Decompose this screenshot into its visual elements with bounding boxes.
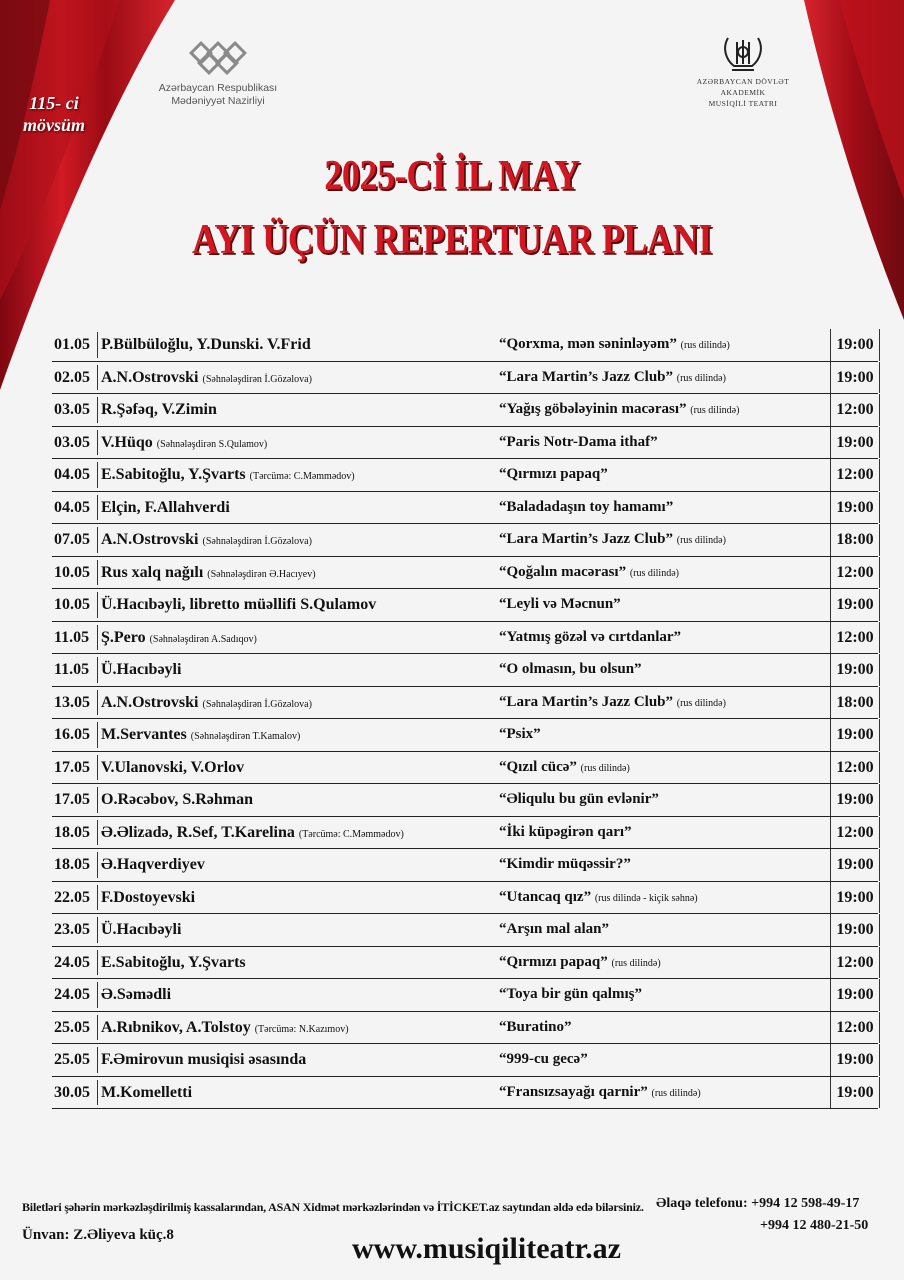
row-date: 10.05 xyxy=(54,589,96,621)
author-name: E.Sabitoğlu, Y.Şvarts xyxy=(101,953,246,971)
row-author xyxy=(101,752,491,784)
show-title: “Lara Martin’s Jazz Club” xyxy=(499,368,674,385)
row-author xyxy=(101,557,491,589)
row-title xyxy=(499,882,829,914)
author-note: (Səhnələşdirən A.Sadıqov) xyxy=(149,633,257,645)
author-name: M.Servantes xyxy=(101,726,187,743)
table-row xyxy=(52,394,878,427)
row-title xyxy=(499,1012,829,1044)
row-title xyxy=(499,589,829,621)
author-note: (Səhnələşdirən İ.Gözəlova) xyxy=(202,536,312,547)
table-row xyxy=(52,947,878,980)
row-author xyxy=(101,524,491,556)
author-name: Ş.Pero xyxy=(101,628,146,646)
ticket-info: Biletləri şəhərin mərkəzləşdirilmiş kassalarından, ASAN Xidmət mərkəzlərindən və İTİCKET.az saytından əldə edə bilərsiniz. xyxy=(22,1200,644,1214)
show-title: “Fransızsayağı qarnir” xyxy=(499,1083,648,1100)
page-title-line2: AYI ÜÇÜN REPERTUAR PLANI xyxy=(192,217,712,263)
table-row xyxy=(52,752,878,785)
phone-number-1: +994 12 598-49-17 xyxy=(751,1196,860,1211)
show-title: “Qırmızı papaq” xyxy=(499,953,608,970)
row-time: 19:00 xyxy=(830,362,880,394)
table-row xyxy=(52,589,878,622)
author-name: F.Əmirovun musiqisi əsasında xyxy=(101,1051,307,1068)
author-name: Ə.Əlizadə, R.Sef, T.Karelina xyxy=(101,823,295,841)
row-author xyxy=(101,362,491,394)
title-note: (rus dilində) xyxy=(651,1087,701,1099)
row-author xyxy=(101,882,491,914)
row-time: 19:00 xyxy=(830,329,880,361)
row-time: 19:00 xyxy=(830,979,880,1011)
row-time: 19:00 xyxy=(830,849,880,881)
table-row xyxy=(52,849,878,882)
row-time: 12:00 xyxy=(830,622,880,654)
row-date: 03.05 xyxy=(54,394,96,426)
show-title: “Qırmızı papaq” xyxy=(499,466,608,482)
show-title: “İki küpəgirən qarı” xyxy=(499,823,632,840)
repertoire-table xyxy=(52,329,878,1109)
row-author xyxy=(101,622,491,654)
row-title xyxy=(499,849,829,881)
row-author xyxy=(101,1044,491,1076)
author-name: Rus xalq nağılı xyxy=(101,563,204,581)
theatre-name-line3: MUSİQİLİ TEATRI xyxy=(708,99,778,108)
show-title: “Paris Notr-Dama ithaf” xyxy=(499,433,658,450)
row-time: 12:00 xyxy=(830,752,880,784)
ministry-name-line1: Azərbaycan Respublikası xyxy=(158,82,278,94)
theatre-lyre-icon xyxy=(720,34,766,74)
show-title: “Qorxma, mən səninləyəm” xyxy=(499,336,677,352)
table-row xyxy=(52,784,878,817)
row-date: 23.05 xyxy=(54,914,96,946)
show-title: “Əliqulu bu gün evlənir” xyxy=(499,791,659,807)
row-time: 19:00 xyxy=(830,492,880,524)
row-time: 12:00 xyxy=(830,394,880,426)
author-name: O.Rəcəbov, S.Rəhman xyxy=(101,791,253,808)
row-time: 18:00 xyxy=(830,687,880,719)
table-row xyxy=(52,654,878,687)
row-author xyxy=(101,817,491,849)
table-row xyxy=(52,882,878,915)
phone-number-2: +994 12 480-21-50 xyxy=(760,1218,869,1233)
row-time: 19:00 xyxy=(830,914,880,946)
author-name: A.N.Ostrovski xyxy=(101,531,199,548)
row-author xyxy=(101,329,491,361)
title-note: (rus dilində) xyxy=(676,535,726,546)
title-note: (rus dilində) xyxy=(580,762,630,774)
row-title xyxy=(499,622,829,654)
show-title: “Arşın mal alan” xyxy=(499,921,610,937)
row-title xyxy=(499,654,829,686)
ministry-emblem-icon xyxy=(189,38,247,78)
theatre-name-line1: AZƏRBAYCAN DÖVLƏT xyxy=(696,77,790,86)
author-name: R.Şəfəq, V.Zimin xyxy=(101,401,217,418)
table-row xyxy=(52,719,878,752)
row-title xyxy=(499,362,829,394)
row-title xyxy=(499,492,829,524)
show-title: “999-cu gecə” xyxy=(499,1051,588,1067)
row-date: 11.05 xyxy=(54,622,96,654)
row-time: 12:00 xyxy=(830,947,880,979)
row-title xyxy=(499,394,829,426)
ministry-logo xyxy=(148,38,288,108)
row-date: 18.05 xyxy=(54,817,96,849)
table-row xyxy=(52,427,878,460)
show-title: “Baladadaşın toy hamamı” xyxy=(499,498,674,515)
row-title xyxy=(499,557,829,589)
row-date: 17.05 xyxy=(54,784,96,816)
row-author xyxy=(101,687,491,719)
contact-phones xyxy=(656,1196,868,1234)
author-name: V.Hüqo xyxy=(101,433,153,451)
show-title: “Qızıl cücə” xyxy=(499,758,577,775)
row-title xyxy=(499,1077,829,1109)
row-date: 17.05 xyxy=(54,752,96,784)
title-note: (rus dilində) xyxy=(680,340,730,351)
title-note: (rus dilində - kiçik səhnə) xyxy=(594,892,698,904)
show-title: “Qoğalın macərası” xyxy=(499,563,627,580)
row-time: 19:00 xyxy=(830,427,880,459)
row-time: 19:00 xyxy=(830,1044,880,1076)
row-author xyxy=(101,589,491,621)
row-title xyxy=(499,459,829,491)
row-title xyxy=(499,752,829,784)
row-date: 25.05 xyxy=(54,1012,96,1044)
table-row xyxy=(52,459,878,492)
row-date: 01.05 xyxy=(54,329,96,361)
row-date: 07.05 xyxy=(54,524,96,556)
row-date: 30.05 xyxy=(54,1077,96,1109)
table-row xyxy=(52,687,878,720)
show-title: “Kimdir müqəssir?” xyxy=(499,856,631,872)
author-note: (Səhnələşdirən T.Kamalov) xyxy=(190,731,301,742)
show-title: “Leyli və Məcnun” xyxy=(499,596,621,612)
show-title: “Utancaq qız” xyxy=(499,888,592,905)
row-author xyxy=(101,427,491,459)
row-date: 24.05 xyxy=(54,979,96,1011)
author-name: E.Sabitoğlu, Y.Şvarts xyxy=(101,466,246,483)
row-time: 19:00 xyxy=(830,589,880,621)
row-time: 12:00 xyxy=(830,557,880,589)
author-name: P.Bülbüloğlu, Y.Dunski. V.Frid xyxy=(101,336,311,353)
author-name: F.Dostoyevski xyxy=(101,888,196,906)
table-row xyxy=(52,557,878,590)
row-title xyxy=(499,719,829,751)
row-time: 12:00 xyxy=(830,459,880,491)
row-title xyxy=(499,329,829,361)
row-time: 19:00 xyxy=(830,654,880,686)
theatre-name-line2: AKADEMİK xyxy=(720,88,766,97)
row-author xyxy=(101,914,491,946)
row-author xyxy=(101,1012,491,1044)
table-row xyxy=(52,329,878,362)
author-name: Ü.Hacıbəyli xyxy=(101,921,182,938)
row-author xyxy=(101,492,491,524)
author-name: Ə.Haqverdiyev xyxy=(101,856,205,873)
row-date: 16.05 xyxy=(54,719,96,751)
author-note: (Səhnələşdirən İ.Gözəlova) xyxy=(202,698,312,710)
author-name: V.Ulanovski, V.Orlov xyxy=(101,758,245,776)
row-time: 12:00 xyxy=(830,817,880,849)
author-name: A.N.Ostrovski xyxy=(101,368,199,386)
row-title xyxy=(499,784,829,816)
theatre-logo xyxy=(688,34,798,109)
show-title: “Yatmış gözəl və cırtdanlar” xyxy=(499,628,682,645)
author-name: A.Rıbnikov, A.Tolstoy xyxy=(101,1018,251,1036)
ministry-name-line2: Mədəniyyət Nazirliyi xyxy=(171,95,265,107)
author-name: M.Komelletti xyxy=(101,1083,193,1101)
table-row xyxy=(52,524,878,557)
title-note: (rus dilində) xyxy=(611,957,661,969)
table-row xyxy=(52,362,878,395)
row-author xyxy=(101,849,491,881)
author-name: A.N.Ostrovski xyxy=(101,693,199,711)
row-title xyxy=(499,914,829,946)
table-row xyxy=(52,1077,878,1110)
row-title xyxy=(499,524,829,556)
season-number: 115- ci xyxy=(29,93,79,113)
row-title xyxy=(499,817,829,849)
row-title xyxy=(499,427,829,459)
table-row xyxy=(52,622,878,655)
season-word: mövsüm xyxy=(22,115,85,135)
author-name: Ü.Hacıbəyli, libretto müəllifi S.Qulamov xyxy=(101,596,377,613)
row-time: 19:00 xyxy=(830,882,880,914)
row-author xyxy=(101,719,491,751)
row-time: 19:00 xyxy=(830,719,880,751)
author-name: Elçin, F.Allahverdi xyxy=(101,498,230,516)
row-author xyxy=(101,1077,491,1109)
row-date: 25.05 xyxy=(54,1044,96,1076)
show-title: “Lara Martin’s Jazz Club” xyxy=(499,531,674,547)
website-link[interactable]: www.musiqiliteatr.az xyxy=(352,1232,621,1265)
table-row xyxy=(52,1012,878,1045)
title-note: (rus dilində) xyxy=(629,567,679,579)
row-date: 10.05 xyxy=(54,557,96,589)
table-row xyxy=(52,817,878,850)
row-date: 04.05 xyxy=(54,459,96,491)
show-title: “Toya bir gün qalmış” xyxy=(499,986,642,1002)
row-time: 12:00 xyxy=(830,1012,880,1044)
phone-label: Əlaqə telefonu: xyxy=(656,1196,748,1211)
row-date: 11.05 xyxy=(54,654,96,686)
row-author xyxy=(101,947,491,979)
row-author xyxy=(101,459,491,491)
author-note: (Səhnələşdirən S.Qulamov) xyxy=(156,438,268,450)
show-title: “O olmasın, bu olsun” xyxy=(499,661,642,677)
title-note: (rus dilində) xyxy=(676,372,726,384)
show-title: “Lara Martin’s Jazz Club” xyxy=(499,693,674,710)
address: Ünvan: Z.Əliyeva küç.8 xyxy=(22,1227,174,1243)
title-note: (rus dilində) xyxy=(676,697,726,709)
row-title xyxy=(499,1044,829,1076)
author-note: (Tərcümə: N.Kazımov) xyxy=(254,1023,349,1035)
row-date: 24.05 xyxy=(54,947,96,979)
table-row xyxy=(52,979,878,1012)
season-label xyxy=(14,92,94,136)
show-title: “Buratino” xyxy=(499,1018,572,1035)
table-row xyxy=(52,492,878,525)
table-row xyxy=(52,1044,878,1077)
row-author xyxy=(101,784,491,816)
author-note: (Tərcümə: C.Məmmədov) xyxy=(249,471,355,482)
row-time: 19:00 xyxy=(830,1077,880,1109)
row-date: 03.05 xyxy=(54,427,96,459)
author-name: Ə.Səmədli xyxy=(101,986,172,1003)
row-date: 18.05 xyxy=(54,849,96,881)
author-note: (Səhnələşdirən İ.Gözəlova) xyxy=(202,373,312,385)
row-time: 19:00 xyxy=(830,784,880,816)
row-author xyxy=(101,979,491,1011)
row-title xyxy=(499,979,829,1011)
page-title-line1: 2025-Cİ İL MAY xyxy=(324,153,580,199)
show-title: “Yağış göbələyinin macərası” xyxy=(499,401,687,417)
author-note: (Tərcümə: C.Məmmədov) xyxy=(298,828,404,840)
author-note: (Səhnələşdirən Ə.Hacıyev) xyxy=(207,568,316,580)
row-author xyxy=(101,654,491,686)
row-date: 02.05 xyxy=(54,362,96,394)
row-date: 13.05 xyxy=(54,687,96,719)
row-author xyxy=(101,394,491,426)
title-note: (rus dilində) xyxy=(690,405,740,416)
row-title xyxy=(499,687,829,719)
table-row xyxy=(52,914,878,947)
show-title: “Psix” xyxy=(499,726,541,742)
row-date: 22.05 xyxy=(54,882,96,914)
row-title xyxy=(499,947,829,979)
row-time: 18:00 xyxy=(830,524,880,556)
author-name: Ü.Hacıbəyli xyxy=(101,661,182,678)
row-date: 04.05 xyxy=(54,492,96,524)
